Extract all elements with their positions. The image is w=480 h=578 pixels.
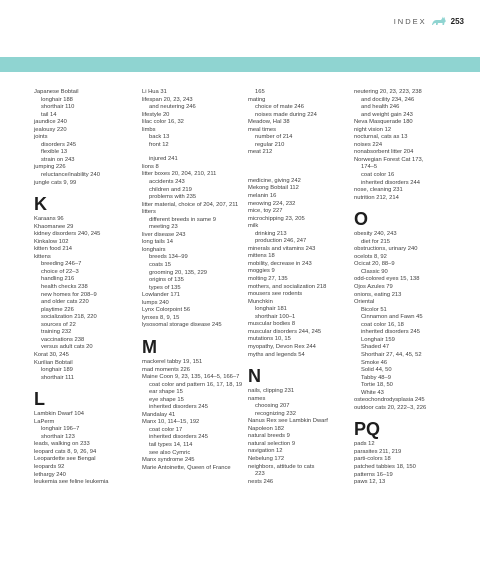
index-subentry: inherited disorders 245 [149, 434, 208, 441]
index-entry: Leopardette see Bengal [34, 456, 96, 463]
letter-heading: M [142, 336, 157, 357]
index-subentry: longhair 196–7 [41, 426, 80, 433]
index-entry: Karaans 96 [34, 216, 64, 223]
index-entry: microchipping 23, 205 [248, 215, 305, 222]
index-subentry: meeting 23 [149, 224, 178, 231]
index-subentry: inherited disorders 245 [149, 404, 208, 411]
index-entry: night vision 12 [354, 126, 392, 133]
index-entry: parasites 211, 219 [354, 448, 402, 455]
index-entry: Maine Coon 9, 23, 135, 164–5, 166–7 [142, 374, 240, 381]
index-entry: Lynx Colorpoint 56 [142, 307, 191, 314]
index-entry: Li Hua 31 [142, 89, 167, 95]
index-entry: Khaomanee 29 [34, 223, 74, 230]
index-subentry: choice of mate 246 [255, 104, 304, 111]
index-subentry: Solid 44, 50 [361, 367, 392, 374]
index-entry: obesity 240, 243 [354, 231, 397, 238]
index-entry: longhairs [142, 246, 166, 253]
index-entry: Manx 10, 114–15, 192 [142, 419, 200, 426]
index-subentry: tail 14 [41, 111, 57, 118]
spacer [142, 149, 250, 156]
index-subentry: eye shape 15 [149, 396, 184, 403]
index-subentry: 165 [255, 89, 265, 95]
index-subentry: playtime 226 [41, 306, 74, 313]
index-entry: lynxes 8, 9, 15 [142, 314, 180, 321]
index-entry: nonabsorbent litter 204 [354, 149, 414, 156]
index-entry: jaundice 240 [34, 119, 67, 126]
index-entry: molting 27, 135 [248, 276, 288, 283]
index-subentry: versus adult cats 20 [41, 344, 93, 351]
index-entry: muscular disorders 244, 245 [248, 328, 322, 335]
index-entry: pads 12 [354, 441, 375, 448]
index-entry: long tails 14 [142, 239, 173, 246]
index-entry: Norwegian Forest Cat 173, [354, 156, 424, 163]
index-subentry: health checks 238 [41, 284, 88, 291]
index-subentry: regular 210 [255, 141, 285, 148]
index-subentry: see also Cymric [149, 449, 191, 456]
index-subentry: Longhair 159 [361, 336, 395, 343]
letter-heading: O [354, 209, 369, 230]
index-subentry: drinking 213 [255, 230, 287, 237]
index-subentry: disorders 245 [41, 141, 77, 148]
index-entry: Kinkalow 102 [34, 238, 69, 245]
index-subentry: coat color 16 [361, 172, 395, 179]
index-subentry: strain on 243 [41, 156, 75, 163]
index-subentry: Tortie 18, 50 [361, 382, 393, 389]
index-entry: Neva Masquerade 180 [354, 119, 413, 126]
index-entry: mittens 18 [248, 253, 275, 260]
letter-heading: L [34, 389, 45, 410]
index-entry: moggies 9 [248, 268, 275, 275]
index-column-4 [354, 89, 462, 487]
index-entry: melanin 16 [248, 193, 277, 200]
letter-heading: N [248, 366, 261, 387]
index-entry: Nanus Rex see Lambkin Dwarf [248, 418, 328, 425]
index-subentry: and health 246 [361, 104, 400, 111]
index-entry: Munchkin [248, 298, 273, 305]
index-entry: Lambkin Dwarf 104 [34, 411, 84, 418]
index-subentry: Tabby 48–9 [361, 374, 391, 381]
index-entry: nose, cleaning 231 [354, 187, 403, 194]
index-entry: mice, toy 227 [248, 208, 283, 215]
letter-heading: PQ [354, 419, 381, 440]
index-entry: nocturnal, cats as 13 [354, 134, 408, 141]
index-entry: paws 12, 13 [354, 479, 386, 486]
index-subentry: Shorthair 27, 44, 45, 52 [361, 351, 422, 358]
spacer [248, 171, 356, 178]
index-subentry: longhair 189 [41, 367, 73, 374]
index-column-2 [142, 89, 250, 472]
index-entry: nutrition 212, 214 [354, 194, 399, 201]
index-entry: neighbors, attitude to cats [248, 463, 315, 470]
index-subentry: recognizing 232 [255, 410, 296, 417]
index-entry: Manx syndrome 245 [142, 457, 195, 464]
index-entry: myopathy, Devon Rex 244 [248, 343, 316, 350]
index-entry: osteochondrodysplasia 245 [354, 397, 425, 404]
index-entry: leopard cats 8, 9, 26, 94 [34, 448, 97, 455]
index-subentry: ear shape 15 [149, 389, 183, 396]
index-entry: Mandalay 41 [142, 411, 176, 418]
index-subentry: and older cats 220 [41, 299, 89, 306]
index-subentry: problems with 235 [149, 194, 197, 201]
index-entry: odd-colored eyes 15, 138 [354, 276, 420, 283]
index-entry: Oriental [354, 299, 375, 306]
index-subentry: back 13 [149, 134, 170, 141]
index-subentry: and neutering 246 [149, 104, 196, 111]
index-entry: meowing 224, 232 [248, 200, 296, 207]
index-entry: Korat 30, 245 [34, 351, 69, 358]
index-entry: nails, clipping 231 [248, 388, 295, 395]
index-subentry: diet for 215 [361, 238, 391, 245]
page-header [394, 14, 464, 28]
index-entry: litter material, choice of 204, 207, 211 [142, 201, 239, 208]
index-entry: Japanese Bobtail [34, 89, 79, 95]
index-column-3 [248, 89, 356, 486]
index-entry: kidney disorders 240, 245 [34, 231, 101, 238]
index-entry: minerals and vitamins 243 [248, 245, 316, 252]
index-subentry: coat color and pattern 16, 17, 18, 19 [149, 381, 243, 388]
cat-silhouette-icon [431, 16, 447, 26]
index-entry: myths and legends 54 [248, 351, 305, 358]
index-entry: milk [248, 223, 259, 230]
index-subentry: Cinnamon and Fawn 45 [361, 314, 423, 321]
index-entry: nests 246 [248, 478, 274, 485]
index-entry: jungle cats 9, 99 [34, 179, 77, 186]
letter-heading: K [34, 194, 47, 215]
index-subentry: new homes for 208–9 [41, 291, 97, 298]
index-subentry: coat color 17 [149, 426, 183, 433]
index-entry: Ocicat 20, 88–9 [354, 261, 395, 268]
index-entry: patched tabbies 18, 150 [354, 463, 416, 470]
index-entry: mackerel tabby 19, 151 [142, 358, 203, 365]
index-subentry: noises made during 224 [255, 111, 317, 118]
index-subentry: different breeds in same 9 [149, 216, 216, 223]
index-entry: lifestyle 20 [142, 111, 170, 118]
index-entry: obstructions, urinary 240 [354, 246, 418, 253]
index-subentry: inherited disorders 245 [361, 329, 420, 336]
index-subentry: flexible 13 [41, 149, 68, 156]
index-entry: kitten food 214 [34, 246, 73, 253]
index-subentry: vaccinations 238 [41, 336, 85, 343]
index-subentry: socialization 218, 220 [41, 314, 97, 321]
index-entry: neutering 20, 23, 223, 238 [354, 89, 422, 95]
index-entry: litters [142, 209, 156, 216]
index-entry: Meadow, Hal 38 [248, 119, 290, 126]
index-entry: lions 8 [142, 163, 159, 170]
index-entry: Lowlander 171 [142, 292, 181, 299]
index-entry: lilac color 16, 32 [142, 119, 184, 126]
index-entry: litter boxes 20, 204, 210, 211 [142, 171, 217, 178]
index-subentry: White 43 [361, 389, 384, 396]
index-entry: meat 212 [248, 149, 273, 156]
index-subentry: 174–5 [361, 164, 378, 171]
index-subentry: Bicolor 51 [361, 306, 387, 313]
index-entry: natural selection 9 [248, 440, 296, 447]
index-entry: limbs [142, 126, 156, 133]
index-subentry: shorthair 111 [41, 374, 74, 381]
index-subentry: shorthair 110 [41, 104, 75, 111]
index-entry: LaPerm [34, 418, 55, 425]
index-subentry: training 232 [41, 329, 72, 336]
index-subentry: accidents 243 [149, 179, 185, 186]
index-entry: meal times [248, 126, 277, 133]
index-subentry: coat color 16, 18 [361, 321, 404, 328]
index-subentry: sources of 22 [41, 321, 76, 328]
index-subentry: choice of 22–3 [41, 268, 79, 275]
index-entry: leopards 92 [34, 463, 65, 470]
index-entry: Ojos Azules 79 [354, 284, 393, 291]
spacer [248, 157, 356, 164]
index-column-1 [34, 89, 142, 487]
index-subentry: Shaded 47 [361, 344, 390, 351]
page-number: 253 [450, 16, 464, 26]
index-subentry: tail types 14, 114 [149, 441, 193, 448]
index-subentry: handling 216 [41, 276, 75, 283]
index-entry: lysosomal storage disease 245 [142, 322, 222, 329]
spacer [248, 164, 356, 171]
index-entry: mad moments 226 [142, 366, 191, 373]
index-entry: lumps 240 [142, 299, 169, 306]
index-subentry: types of 135 [149, 284, 181, 291]
index-entry: leukemia see feline leukemia [34, 479, 109, 486]
index-subentry: injured 241 [149, 156, 178, 163]
index-entry: outdoor cats 20, 222–3, 226 [354, 404, 427, 411]
index-entry: Mekong Bobtail 112 [248, 185, 299, 192]
index-entry: kittens [34, 253, 51, 260]
index-entry: jealousy 220 [34, 126, 67, 133]
index-entry: mothers, and socialization 218 [248, 283, 327, 290]
index-entry: Nebelung 172 [248, 455, 285, 462]
index-subentry: coats 15 [149, 262, 171, 269]
index-subentry: inherited disorders 244 [361, 179, 420, 186]
index-entry: joints [34, 134, 48, 141]
index-entry: medicine, giving 242 [248, 177, 301, 184]
index-subentry: front 12 [149, 141, 169, 148]
index-subentry: number of 214 [255, 134, 293, 141]
index-entry: lifespan 20, 23, 243 [142, 96, 193, 103]
running-head: INDEX [393, 16, 427, 26]
index-entry: mousers see rodents [248, 291, 303, 298]
index-subentry: shorthair 123 [41, 433, 75, 440]
index-entry: ocelots 8, 92 [354, 253, 387, 260]
decorative-color-band [0, 57, 480, 72]
index-entry: parti-colors 18 [354, 456, 391, 463]
index-entry: Marie Antoinette, Queen of France [142, 464, 231, 471]
index-subentry: longhair 181 [255, 306, 287, 313]
index-subentry: shorthair 100–1 [255, 313, 296, 320]
index-subentry: breeding 246–7 [41, 261, 82, 268]
index-entry: mating [248, 96, 266, 103]
index-subentry: production 246, 247 [255, 238, 307, 245]
index-entry: liver disease 243 [142, 231, 186, 238]
index-subentry: Smoke 46 [361, 359, 388, 366]
index-entry: muscular bodies 8 [248, 321, 296, 328]
index-entry: onions, eating 213 [354, 291, 402, 298]
index-subentry: breeds 134–99 [149, 254, 188, 261]
index-entry: navigation 12 [248, 448, 283, 455]
index-entry: Napoleon 182 [248, 425, 285, 432]
index-entry: natural breeds 9 [248, 433, 290, 440]
index-subentry: 223 [255, 471, 265, 478]
index-subentry: and docility 234, 246 [361, 96, 415, 103]
index-subentry: choosing 207 [255, 403, 290, 410]
index-entry: jumping 226 [34, 164, 66, 171]
index-entry: mobility, decrease in 243 [248, 260, 312, 267]
index-entry: names [248, 395, 266, 402]
index-entry: mutations 10, 15 [248, 336, 291, 343]
index-entry: patterns 16–19 [354, 471, 393, 478]
index-subentry: grooming 20, 135, 229 [149, 269, 208, 276]
index-entry: Kurilian Bobtail [34, 359, 73, 366]
index-entry: noises 224 [354, 141, 383, 148]
index-subentry: children and 219 [149, 186, 192, 193]
index-subentry: origins of 135 [149, 277, 184, 284]
index-entry: lethargy 240 [34, 471, 66, 478]
index-entry: leads, walking on 233 [34, 441, 90, 448]
index-subentry: reluctance/inability 240 [41, 172, 100, 179]
index-subentry: longhair 188 [41, 96, 73, 103]
index-subentry: Classic 90 [361, 268, 388, 275]
index-subentry: and weight gain 243 [361, 111, 413, 118]
